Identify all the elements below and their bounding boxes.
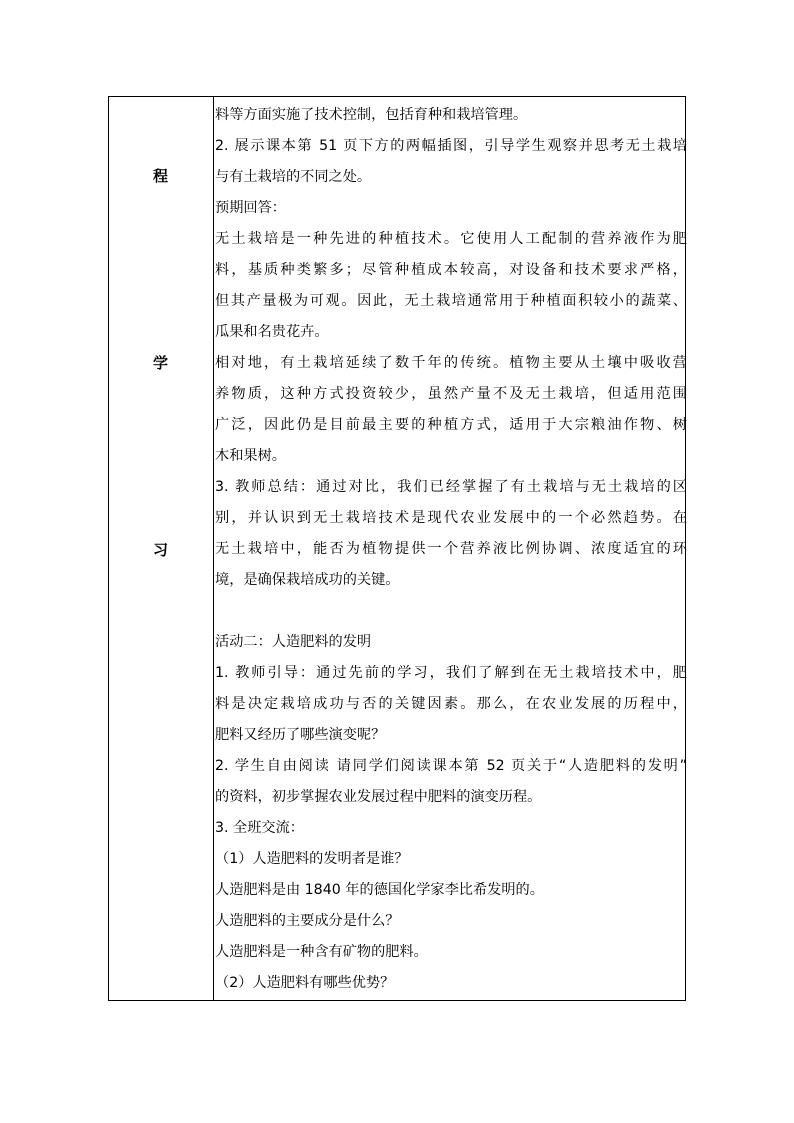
content-line: 2. 学生自由阅读 请同学们阅读课本第 52 页关于“人造肥料的发明” bbox=[215, 758, 687, 774]
content-line: 1. 教师引导：通过先前的学习，我们了解到在无土栽培技术中，肥 bbox=[215, 665, 687, 681]
content-line: （2）人造肥料有哪些优势？ bbox=[215, 975, 395, 991]
content-line: 但其产量极为可观。因此，无土栽培通常用于种植面积较小的蔬菜、 bbox=[215, 293, 687, 309]
content-line: 广泛，因此仍是目前最主要的种植方式，适用于大宗粮油作物、树 bbox=[215, 417, 687, 433]
content-line: 别，并认识到无土栽培技术是现代农业发展中的一个必然趋势。在 bbox=[215, 510, 687, 526]
content-line: 料，基质种类繁多；尽管种植成本较高，对设备和技术要求严格， bbox=[215, 262, 687, 278]
content-line: 瓜果和名贵花卉。 bbox=[215, 324, 329, 340]
content-line: 预期回答： bbox=[215, 200, 286, 216]
content-line: 肥料又经历了哪些演变呢？ bbox=[215, 727, 386, 743]
side-label-cheng: 程 bbox=[153, 167, 169, 185]
content-line: 料是决定栽培成功与否的关键因素。那么，在农业发展的历程中， bbox=[215, 696, 687, 712]
content-line: 3. 全班交流： bbox=[215, 820, 304, 836]
content-line bbox=[215, 596, 687, 627]
side-label-xi: 习 bbox=[153, 541, 169, 559]
content-line: 与有土栽培的不同之处。 bbox=[215, 169, 372, 185]
content-line: 无土栽培是一种先进的种植技术。它使用人工配制的营养液作为肥 bbox=[215, 231, 687, 247]
content-line: 养物质，这种方式投资较少，虽然产量不及无土栽培，但适用范围 bbox=[215, 386, 687, 402]
content-line: 人造肥料是一种含有矿物的肥料。 bbox=[215, 944, 428, 960]
lesson-content bbox=[215, 100, 687, 999]
content-line: 活动二：人造肥料的发明 bbox=[215, 634, 372, 650]
content-line: 3. 教师总结：通过对比，我们已经掌握了有土栽培与无土栽培的区 bbox=[215, 479, 687, 495]
content-line: 相对地，有土栽培延续了数千年的传统。植物主要从土壤中吸收营 bbox=[215, 355, 687, 371]
content-line: 2. 展示课本第 51 页下方的两幅插图，引导学生观察并思考无土栽培 bbox=[215, 138, 687, 154]
content-line: 人造肥料的主要成分是什么？ bbox=[215, 913, 400, 929]
column-divider bbox=[213, 97, 214, 1000]
side-label-xue: 学 bbox=[153, 354, 169, 372]
content-line: （1）人造肥料的发明者是谁？ bbox=[215, 851, 409, 867]
content-line: 人造肥料是由 1840 年的德国化学家李比希发明的。 bbox=[215, 882, 544, 898]
content-line: 木和果树。 bbox=[215, 448, 286, 464]
content-line: 无土栽培中，能否为植物提供一个营养液比例协调、浓度适宜的环 bbox=[215, 541, 687, 557]
content-line: 境，是确保栽培成功的关键。 bbox=[215, 572, 400, 588]
content-line: 料等方面实施了技术控制，包括育种和栽培管理。 bbox=[215, 107, 528, 123]
lesson-table bbox=[108, 96, 686, 1001]
content-line: 的资料，初步掌握农业发展过程中肥料的演变历程。 bbox=[215, 789, 542, 805]
